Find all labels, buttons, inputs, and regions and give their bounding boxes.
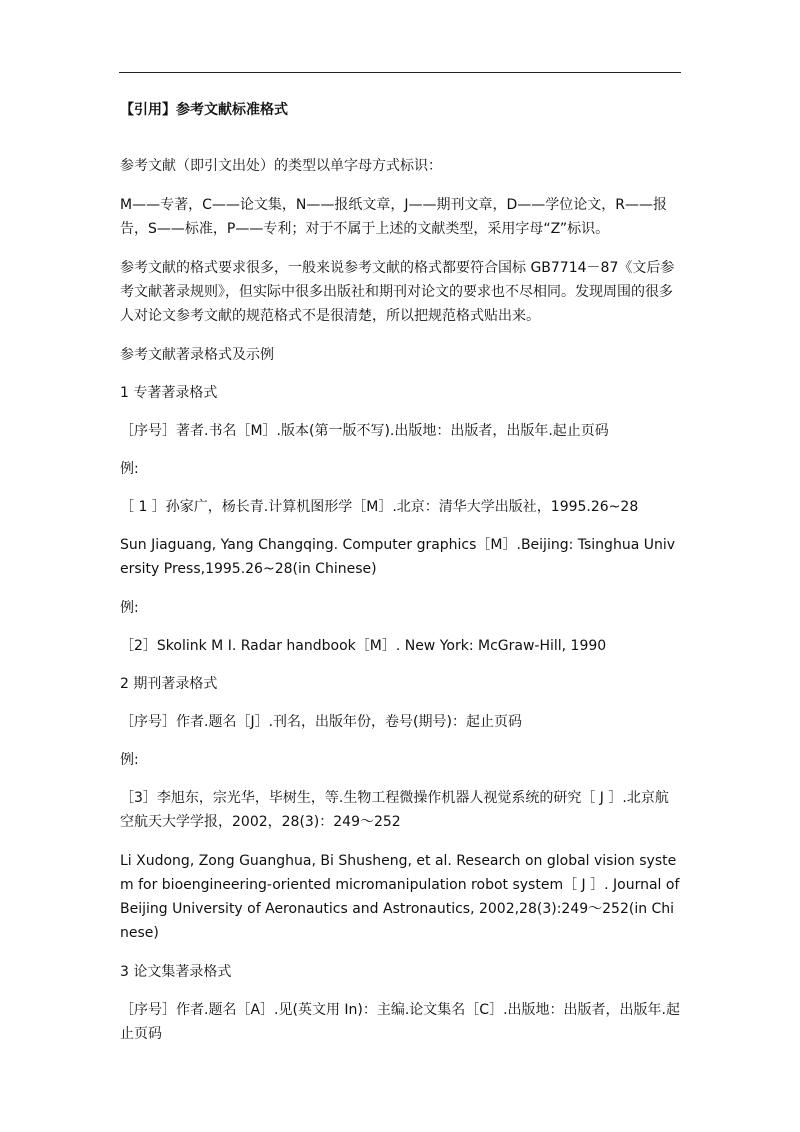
reference-example-english: Sun Jiaguang, Yang Changqing. Computer graphics［M］.Beijing: Tsinghua University Press,1995.26~28(in Chinese) xyxy=(120,537,676,577)
paragraph-format-note: 参考文献的格式要求很多，一般来说参考文献的格式都要符合国标 GB7714－87《文后参考文献著录规则》，但实际中很多出版社和期刊对论文的要求也不尽相同。发现周围的很多人对论文参考文献的规范格式不是很清楚，所以把规范格式贴出来。 xyxy=(120,260,675,324)
monograph-format: ［序号］著者.书名［M］.版本(第一版不写).出版地：出版者，出版年.起止页码 xyxy=(120,423,609,439)
journal-format: ［序号］作者.题名［J］.刊名，出版年份，卷号(期号)：起止页码 xyxy=(120,714,522,730)
section-heading-journal: 2 期刊著录格式 xyxy=(120,676,218,692)
reference-example: ［ 1 ］孙家广，杨长青.计算机图形学［M］.北京：清华大学出版社，1995.26~28 xyxy=(120,499,639,515)
example-label: 例: xyxy=(120,752,139,768)
section-heading-monograph: 1 专著著录格式 xyxy=(120,385,218,401)
section-heading-proceedings: 3 论文集著录格式 xyxy=(120,964,232,980)
section-heading-examples: 参考文献著录格式及示例 xyxy=(120,347,274,363)
document-body xyxy=(120,100,682,1061)
example-label: 例: xyxy=(120,600,139,616)
paragraph-type-intro: 参考文献（即引文出处）的类型以单字母方式标识： xyxy=(120,158,442,174)
reference-example: ［2］Skolink M I. Radar handbook［M］. New York: McGraw-Hill, 1990 xyxy=(120,638,607,654)
reference-example: ［3］李旭东，宗光华，毕树生，等.生物工程微操作机器人视觉系统的研究［ J ］.北京航空航天大学学报，2002，28(3)：249～252 xyxy=(120,790,669,830)
proceedings-format: ［序号］作者.题名［A］.见(英文用 In)：主编.论文集名［C］.出版地：出版者，出版年.起止页码 xyxy=(120,1002,680,1042)
example-label: 例: xyxy=(120,461,139,477)
reference-example-english: Li Xudong, Zong Guanghua, Bi Shusheng, et al. Research on global vision system for bioengineering-oriented micromanipulation robot system［ J ］. Journal of Beijing University of Aeronautics and Astronautics, 2002,28(3):249～252(in Chinese) xyxy=(120,853,680,941)
paragraph-type-codes: M——专著，C——论文集，N——报纸文章，J——期刊文章，D——学位论文，R——报告，S——标准，P——专利；对于不属于上述的文献类型，采用字母“Z”标识。 xyxy=(120,197,667,237)
header-rule xyxy=(119,72,681,73)
document-title: 【引用】参考文献标准格式 xyxy=(120,102,288,118)
